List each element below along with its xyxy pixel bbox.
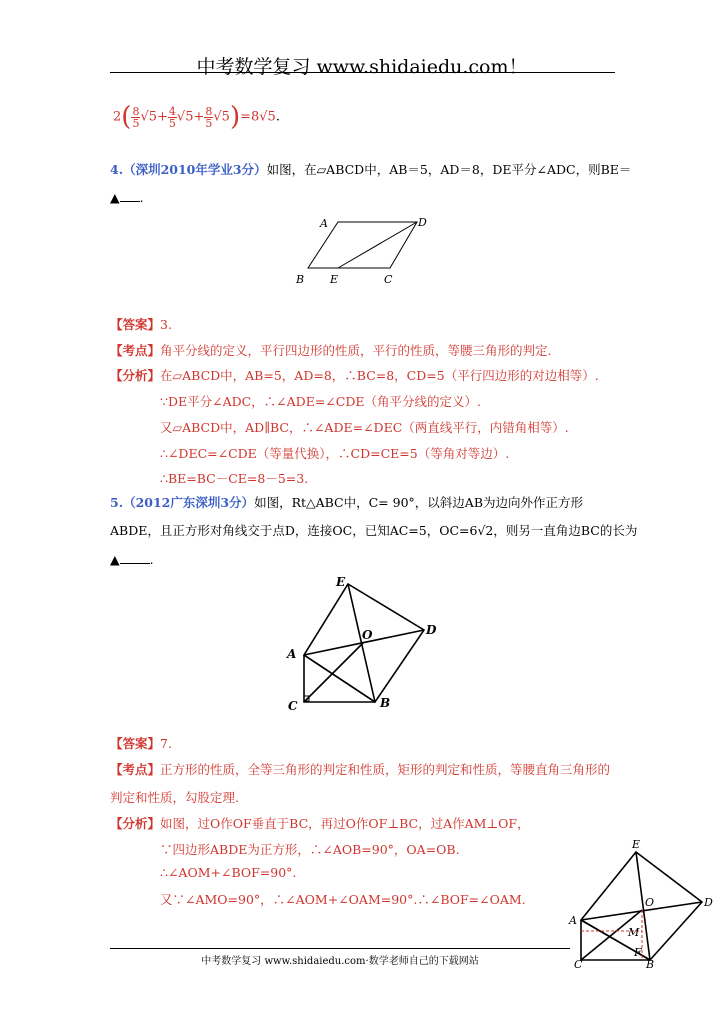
q5-answer: 【答案】7.	[110, 736, 172, 751]
segment-de	[338, 222, 417, 268]
q5-figure	[280, 572, 445, 717]
q4-fenxi-1: ∵DE平分∠ADC，∴∠ADE=∠CDE（角平分线的定义）.	[160, 394, 481, 409]
label-a: A	[569, 914, 577, 927]
label-b: B	[296, 273, 305, 286]
header-divider	[110, 72, 615, 73]
formula-line: 2( $\frac{8}{5}$ √5+ $\frac{4}{5}$ √5+ $\frac{8}{5}$ √5)=8√5.	[113, 102, 280, 132]
q5-kaodian-2: 判定和性质，勾股定理.	[110, 790, 239, 805]
q5-figure-2	[566, 834, 716, 969]
q5-fenxi-0: ∵四边形ABDE为正方形，∴∠AOB=90°，OA=OB.	[160, 842, 460, 857]
label-f: F	[634, 946, 642, 959]
fraction: $\frac{8}{5}$	[205, 104, 213, 130]
label-c: C	[574, 958, 583, 969]
label-e: E	[336, 575, 346, 589]
square-abde	[581, 852, 702, 960]
label-a: A	[320, 217, 328, 230]
q5-blank: ▲ .	[110, 552, 154, 567]
q5-kaodian-1: 【考点】正方形的性质，全等三角形的判定和性质，矩形的判定和性质，等腰直角三角形的	[110, 762, 611, 777]
page-header: 中考数学复习 www.shidaiedu.com！	[196, 56, 528, 78]
q4-figure	[290, 210, 440, 290]
label-c: C	[288, 699, 298, 713]
label-c: C	[384, 273, 393, 286]
label-o: O	[645, 896, 655, 909]
q4-kaodian: 【考点】角平分线的定义，平行四边形的性质，平行的性质，等腰三角形的判定.	[110, 343, 552, 358]
footer-divider	[110, 948, 570, 949]
label-e: E	[632, 838, 641, 851]
q4-question: 4.（深圳2010年学业3分）如图，在▱ABCD中，AB＝5，AD＝8，DE平分∠ADC，则BE＝	[110, 162, 632, 177]
label-m: M	[628, 926, 640, 939]
label-d: D	[704, 896, 713, 909]
segment-oc	[304, 642, 364, 702]
fraction: $\frac{8}{5}$	[132, 104, 140, 130]
fraction: $\frac{4}{5}$	[168, 104, 176, 130]
q5-fenxi-1: ∴∠AOM+∠BOF=90°.	[160, 865, 297, 880]
label-d: D	[418, 216, 427, 229]
label-e: E	[330, 273, 339, 286]
q4-fenxi-2: 又▱ABCD中，AD∥BC，∴∠ADE=∠DEC（两直线平行，内错角相等）.	[160, 420, 569, 435]
q5-question-2: ABDE，且正方形对角线交于点D，连接OC，已知AC=5，OC=6√2，则另一直角边BC的长为	[110, 523, 638, 538]
q5-fenxi-intro: 【分析】如图，过O作OF垂直于BC，再过O作OF⊥BC，过A作AM⊥OF，	[110, 816, 530, 831]
label-b: B	[646, 958, 655, 969]
segment-ab	[304, 655, 375, 702]
label-o: O	[362, 628, 373, 642]
page-footer: 中考数学复习 www.shidaiedu.com·数学老师自己的下载网站	[201, 956, 479, 967]
q4-fenxi-4: ∴BE=BC－CE=8－5=3.	[160, 471, 309, 486]
label-a: A	[287, 647, 297, 661]
label-d: D	[426, 623, 437, 637]
q4-blank: ▲ .	[110, 190, 144, 205]
label-b: B	[380, 696, 391, 710]
q4-fenxi-0: 【分析】在▱ABCD中，AB=5，AD=8，∴BC=8，CD=5（平行四边形的对边相等）.	[110, 368, 599, 383]
q5-fenxi-2: 又∵∠AMO=90°，∴∠AOM+∠OAM=90°.∴∠BOF=∠OAM.	[160, 892, 526, 907]
q5-question-1: 5.（2012广东深圳3分）如图，Rt△ABC中，C= 90°，以斜边AB为边向外作正方形	[110, 495, 584, 510]
q4-fenxi-3: ∴∠DEC=∠CDE（等量代换），∴CD=CE=5（等角对等边）.	[160, 446, 510, 461]
q4-answer: 【答案】3.	[110, 317, 172, 332]
